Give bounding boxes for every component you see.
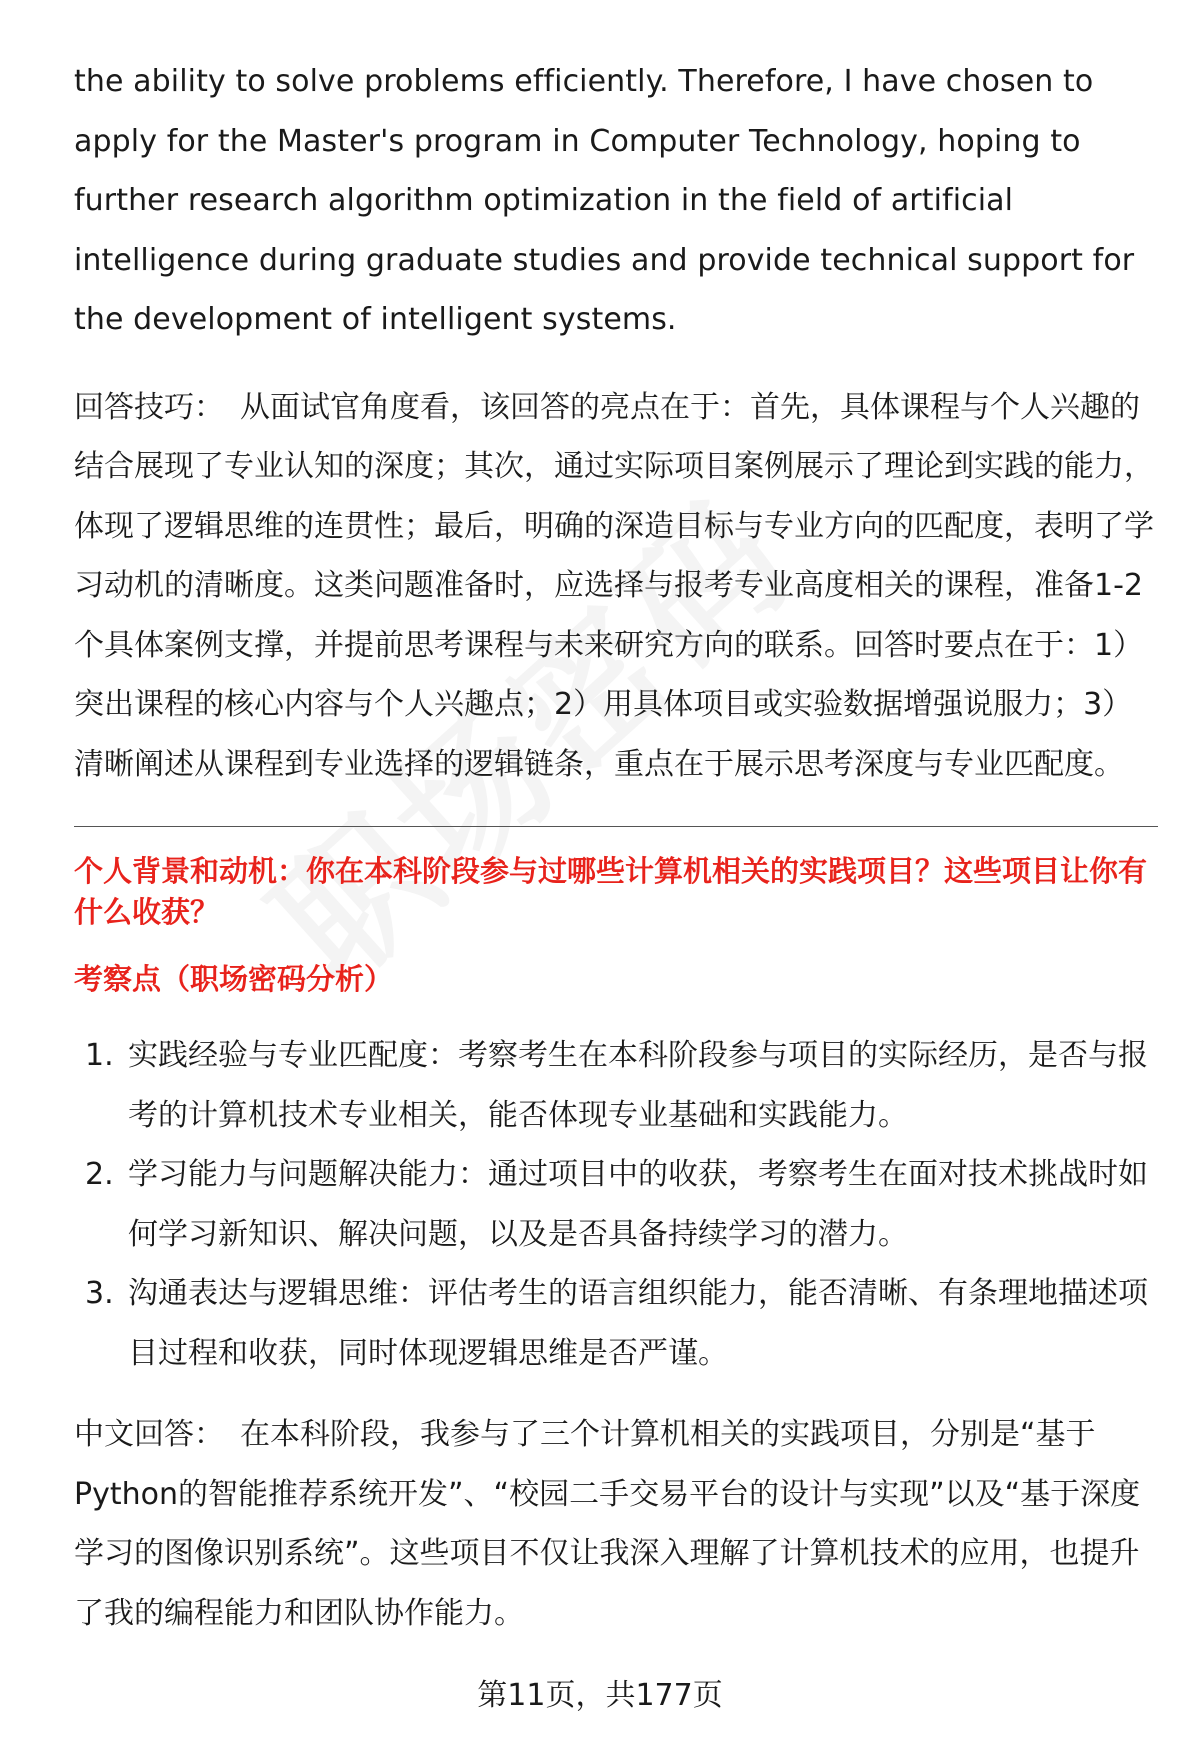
list-item [74, 1145, 1158, 1264]
list-item-text: 学习能力与问题解决能力：通过项目中的收获，考察考生在面对技术挑战时如何学习新知识、解决问题，以及是否具备持续学习的潜力。 [128, 1157, 1148, 1252]
section-divider [74, 826, 1158, 827]
assessment-heading: 考察点（职场密码分析） [74, 962, 394, 996]
list-item [74, 1026, 1158, 1145]
list-item-number: 1. [85, 1038, 114, 1073]
assessment-list [74, 1026, 1158, 1383]
list-item-text: 实践经验与专业匹配度：考察考生在本科阶段参与项目的实际经历，是否与报考的计算机技术专业相关，能否体现专业基础和实践能力。 [128, 1038, 1148, 1133]
list-item-number: 3. [85, 1276, 114, 1311]
answer-tips-paragraph [74, 378, 1158, 795]
list-item-text: 沟通表达与逻辑思维：评估考生的语言组织能力，能否清晰、有条理地描述项目过程和收获，同时体现逻辑思维是否严谨。 [128, 1276, 1148, 1371]
page-footer: 第11页，共177页 [477, 1678, 723, 1713]
answer-tips-text: 从面试官角度看，该回答的亮点在于：首先，具体课程与个人兴趣的结合展现了专业认知的深度；其次，通过实际项目案例展示了理论到实践的能力，体现了逻辑思维的连贯性；最后，明确的深造目标与专业方向的匹配度，表明了学习动机的清晰度。这类问题准备时，应选择与报考专业高度相关的课程，准备1-2个具体案例支撑，并提前思考课程与未来研究方向的联系。回答时要点在于：1）突出课程的核心内容与个人兴趣点；2）用具体项目或实验数据增强说服力；3）清晰阐述从课程到专业选择的逻辑链条，重点在于展示思考深度与专业匹配度。 [74, 389, 1154, 782]
chinese-answer-text: 在本科阶段，我参与了三个计算机相关的实践项目，分别是“基于Python的智能推荐系统开发”、“校园二手交易平台的设计与实现”以及“基于深度学习的图像识别系统”。这些项目不仅让我深入理解了计算机技术的应用，也提升了我的编程能力和团队协作能力。 [74, 1417, 1141, 1631]
answer-tips-label: 回答技巧： [74, 389, 224, 425]
intro-paragraph: the ability to solve problems efficiently. Therefore, I have chosen to apply for the Master's program in Computer Technology, hoping to further research algorithm optimization in the field of artificial intelligence during graduate studies and provide technical support for the development of intelligent systems. [74, 64, 1135, 337]
question-heading: 个人背景和动机：你在本科阶段参与过哪些计算机相关的实践项目？这些项目让你有什么收获？ [74, 854, 1148, 929]
document-page [74, 52, 1158, 1643]
list-item [74, 1264, 1158, 1383]
chinese-answer-paragraph [74, 1405, 1158, 1643]
list-item-number: 2. [85, 1157, 114, 1192]
chinese-answer-label: 中文回答： [74, 1417, 224, 1452]
